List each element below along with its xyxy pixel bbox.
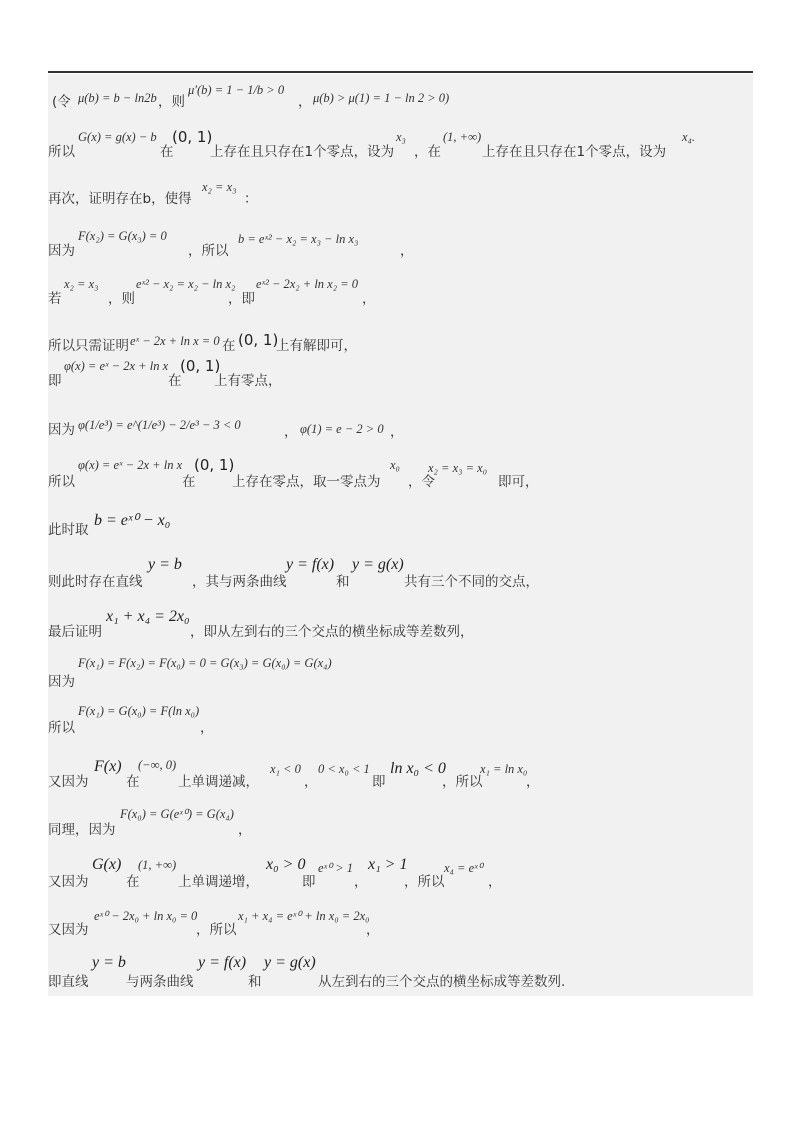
text-segment: 此时取 — [48, 522, 89, 538]
math-expression: φ(x) = eˣ − 2x + ln x — [78, 458, 183, 472]
interval: (0, 1) — [194, 456, 235, 474]
text-segment: 因为 — [48, 243, 75, 259]
math-expression: eˣ² − x₂ = x₂ − ln x₂ — [136, 277, 236, 291]
math-expression: x₁ < 0 — [270, 762, 301, 776]
math-expression: x₀ > 0 — [266, 856, 306, 873]
interval: (1, +∞) — [443, 130, 482, 144]
text-segment: 又因为 — [48, 922, 89, 938]
text-line-8 — [48, 408, 753, 448]
math-expression: G(x) — [92, 856, 122, 873]
text-segment: 在 — [168, 373, 182, 389]
text-segment: 共有三个不同的交点， — [404, 574, 539, 590]
text-segment: ， — [304, 774, 318, 790]
interval: (−∞, 0) — [138, 758, 177, 772]
text-line-11 — [48, 556, 753, 596]
text-line-16 — [48, 804, 753, 844]
text-segment: 最后证明 — [48, 624, 102, 640]
text-segment: 和 — [248, 974, 262, 990]
math-expression: b = eˣ² − x₂ = x₃ − ln x₃ — [238, 232, 359, 246]
text-segment: 上存在且只存在1个零点，设为 — [210, 144, 395, 160]
math-expression: μ(b) = b − ln2b — [78, 91, 157, 105]
top-rule — [48, 71, 753, 73]
interval: (0, 1) — [172, 128, 213, 146]
text-segment: 因为 — [48, 422, 75, 438]
text-segment: ，所以 — [196, 922, 237, 938]
text-segment: ，则 — [158, 94, 185, 110]
math-expression: φ(x) = eˣ − 2x + ln x — [64, 359, 169, 373]
text-segment: 上单调递增， — [178, 874, 259, 890]
text-segment: 又因为 — [48, 774, 89, 790]
text-segment: 上单调递减， — [178, 774, 259, 790]
math-expression: φ(1) = e − 2 > 0 — [300, 422, 384, 436]
math-expression: F(x) — [94, 758, 122, 775]
text-line-18 — [48, 904, 753, 944]
math-expression: F(x₂) = G(x₃) = 0 — [78, 229, 167, 243]
text-line-15 — [48, 756, 753, 796]
text-line-4 — [48, 227, 753, 267]
text-line-10 — [48, 504, 753, 544]
math-expression: y = g(x) — [264, 954, 316, 971]
text-segment: ， — [526, 774, 540, 790]
text-segment: 所以 — [48, 720, 75, 736]
math-expression: x₁ > 1 — [368, 856, 408, 873]
text-segment: ， — [390, 424, 404, 440]
math-expression: φ(1/e³) = e^(1/e³) − 2/e³ − 3 < 0 — [78, 418, 241, 432]
text-segment: 从左到右的三个交点的横坐标成等差数列. — [318, 974, 566, 990]
text-segment: ： — [244, 191, 258, 207]
text-segment: 上有解即可， — [276, 338, 357, 354]
math-expression: F(x₁) = G(x₀) = F(ln x₀) — [78, 704, 200, 718]
math-expression: F(x₀) = G(eˣ⁰) = G(x₄) — [120, 807, 234, 821]
math-expression: y = b — [148, 556, 182, 573]
math-expression: x₁ + x₄ = 2x₀ — [106, 608, 190, 625]
math-expression: y = g(x) — [352, 556, 404, 573]
text-segment: 所以 — [48, 474, 75, 490]
text-segment: 所以只需证明 — [48, 338, 129, 354]
math-expression: eˣ² − 2x₂ + ln x₂ = 0 — [256, 277, 359, 291]
text-segment: (令 — [52, 94, 71, 110]
math-expression: eˣ⁰ > 1 — [318, 861, 354, 875]
text-segment: ， — [298, 94, 312, 110]
text-segment: 即直线 — [48, 974, 89, 990]
text-segment: ，所以 — [442, 774, 483, 790]
text-segment: 因为 — [48, 674, 75, 690]
text-segment: ， — [200, 720, 214, 736]
text-segment: ， — [354, 874, 368, 890]
math-expression: x₁ = ln x₀ — [480, 762, 528, 776]
text-segment: ， — [238, 822, 252, 838]
text-segment: 即 — [372, 774, 386, 790]
text-line-14 — [48, 700, 753, 740]
text-line-9 — [48, 456, 753, 496]
text-segment: ，即 — [228, 291, 255, 307]
text-segment: 所以 — [48, 144, 75, 160]
text-line-12 — [48, 606, 753, 646]
interval: (0, 1) — [238, 331, 279, 349]
text-segment: 在 — [182, 474, 196, 490]
interval: (0, 1) — [180, 357, 221, 375]
text-segment: ，在 — [414, 144, 441, 160]
text-segment: 上存在零点，取一零点为 — [232, 474, 381, 490]
text-segment: 即 — [48, 373, 62, 389]
math-expression: ln x₀ < 0 — [390, 760, 446, 777]
math-expression: x₁ + x₄ = eˣ⁰ + ln x₀ = 2x₀ — [238, 909, 370, 923]
text-segment: 即 — [302, 874, 316, 890]
math-expression: G(x) = g(x) − b — [78, 130, 157, 144]
text-line-19 — [48, 954, 753, 994]
text-segment: 再次，证明存在b，使得 — [48, 191, 192, 207]
math-expression: x₂ = x₃ — [64, 277, 99, 291]
math-expression: x₄ = eˣ⁰ — [444, 861, 483, 875]
text-line-17 — [48, 854, 753, 894]
math-expression: x₂ = x₃ = x₀ — [428, 461, 488, 475]
text-segment: 在 — [222, 338, 236, 354]
text-segment: ，所以 — [188, 243, 229, 259]
text-segment: 在 — [160, 144, 174, 160]
text-segment: 即可， — [498, 474, 539, 490]
text-segment: ，则 — [108, 291, 135, 307]
math-expression: x₂ = x₃ — [202, 180, 237, 194]
math-expression: y = f(x) — [286, 556, 335, 573]
text-line-13 — [48, 654, 753, 694]
text-line-1 — [48, 78, 753, 118]
math-expression: μ(b) > μ(1) = 1 − ln 2 > 0) — [313, 91, 450, 105]
text-segment: ， — [362, 291, 376, 307]
text-segment: 上存在且只存在1个零点，设为 — [482, 144, 667, 160]
math-expression: eˣ⁰ − 2x₀ + ln x₀ = 0 — [94, 909, 198, 923]
text-segment: 与两条曲线 — [126, 974, 194, 990]
math-expression: x₃ — [396, 130, 406, 144]
text-line-7 — [48, 355, 753, 395]
text-segment: 上有零点， — [214, 373, 282, 389]
text-line-3 — [48, 175, 753, 215]
text-segment: 则此时存在直线 — [48, 574, 143, 590]
text-segment: ，其与两条曲线 — [192, 574, 287, 590]
text-line-2 — [48, 128, 753, 168]
math-expression: x₀ — [390, 458, 400, 472]
math-expression: eˣ − 2x + ln x = 0 — [130, 334, 220, 348]
text-segment: ， — [366, 922, 380, 938]
math-expression: x₄. — [682, 130, 696, 144]
text-segment: ， — [488, 874, 502, 890]
math-expression: b = eˣ⁰ − x₀ — [94, 512, 171, 529]
text-segment: 若 — [48, 291, 62, 307]
math-expression: F(x₁) = F(x₂) = F(x₀) = 0 = G(x₃) = G(x₀) = G(x₄) — [78, 656, 332, 670]
math-expression: y = b — [92, 954, 126, 971]
text-segment: 在 — [126, 874, 140, 890]
text-segment: 又因为 — [48, 874, 89, 890]
interval: (1, +∞) — [138, 858, 177, 872]
text-segment: ， — [284, 424, 298, 440]
text-segment: ，所以 — [404, 874, 445, 890]
text-line-5 — [48, 275, 753, 315]
math-expression: y = f(x) — [198, 954, 247, 971]
text-segment: 和 — [336, 574, 350, 590]
text-segment: ， — [400, 243, 414, 259]
text-segment: 在 — [126, 774, 140, 790]
text-segment: ，令 — [408, 474, 435, 490]
text-segment: 同理，因为 — [48, 822, 116, 838]
math-expression: 0 < x₀ < 1 — [318, 762, 370, 776]
math-expression: μ′(b) = 1 − 1/b > 0 — [188, 83, 285, 97]
text-segment: ，即从左到右的三个交点的横坐标成等差数列， — [190, 624, 474, 640]
